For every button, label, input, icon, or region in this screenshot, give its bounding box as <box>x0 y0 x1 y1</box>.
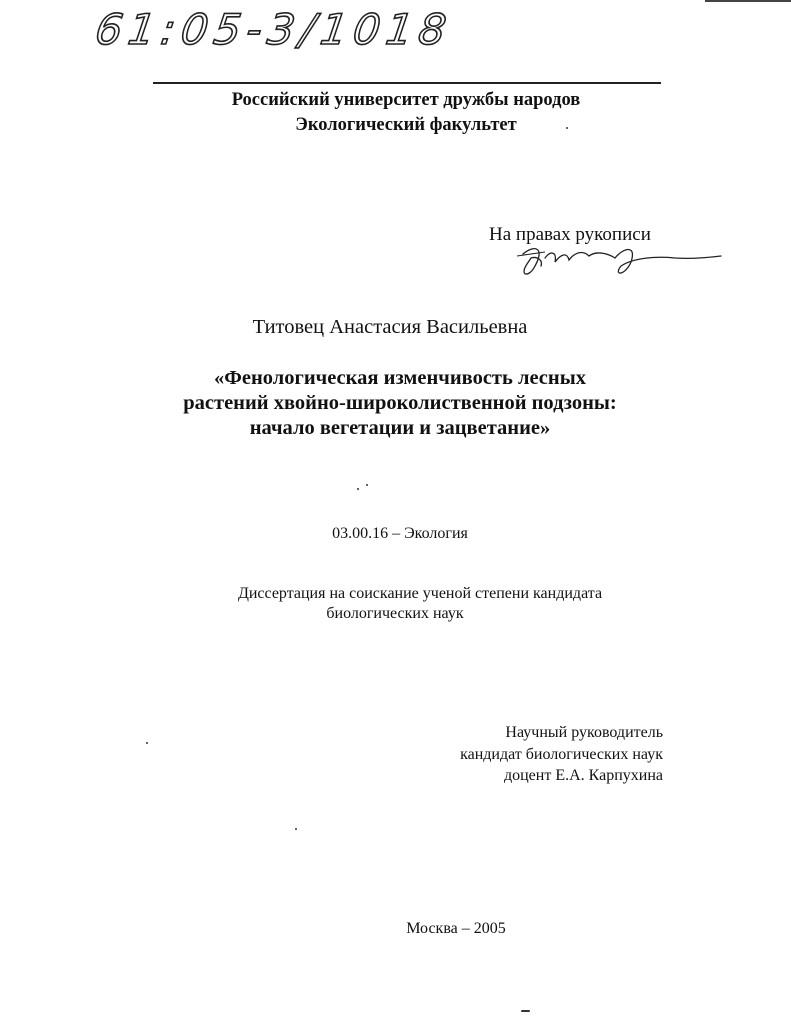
header-rule <box>153 82 661 84</box>
author-name: Титовец Анастасия Васильевна <box>252 316 528 338</box>
scan-speck <box>521 1010 530 1012</box>
rights-note: На правах рукописи <box>489 224 651 245</box>
title-line-2: растений хвойно-широколиственной подзоны: <box>183 392 617 414</box>
signature <box>505 236 725 284</box>
faculty-name: Экологический факультет <box>295 115 517 135</box>
university-name: Российский университет дружбы народов <box>231 90 581 110</box>
degree-statement <box>150 584 690 624</box>
scan-speck <box>295 828 297 830</box>
scan-speck <box>357 488 359 490</box>
handwritten-shelfmark <box>92 0 472 60</box>
degree-line-2: биологических наук <box>326 605 464 622</box>
institution-block <box>150 88 662 138</box>
scan-speck <box>566 127 568 129</box>
advisor-role: Научный руководитель <box>505 724 663 741</box>
scan-speck <box>146 742 148 744</box>
degree-line-1: Диссертация на соискание ученой степени кандидата <box>237 585 603 602</box>
title-line-1: «Фенологическая изменчивость лесных <box>214 367 586 389</box>
place-year: Москва – 2005 <box>406 920 506 937</box>
title-line-3: начало вегетации и зацветание» <box>249 417 551 439</box>
scan-edge-line <box>705 0 791 2</box>
specialty-code: 03.00.16 – Экология <box>332 525 468 542</box>
advisor-rank: кандидат биологических наук <box>460 745 663 763</box>
dissertation-title <box>100 366 700 441</box>
scan-speck <box>366 484 368 486</box>
advisor-block <box>400 722 663 787</box>
shelfmark-text: 61:05-3/1018 <box>92 5 456 54</box>
advisor-name: доцент Е.А. Карпухина <box>503 767 663 784</box>
